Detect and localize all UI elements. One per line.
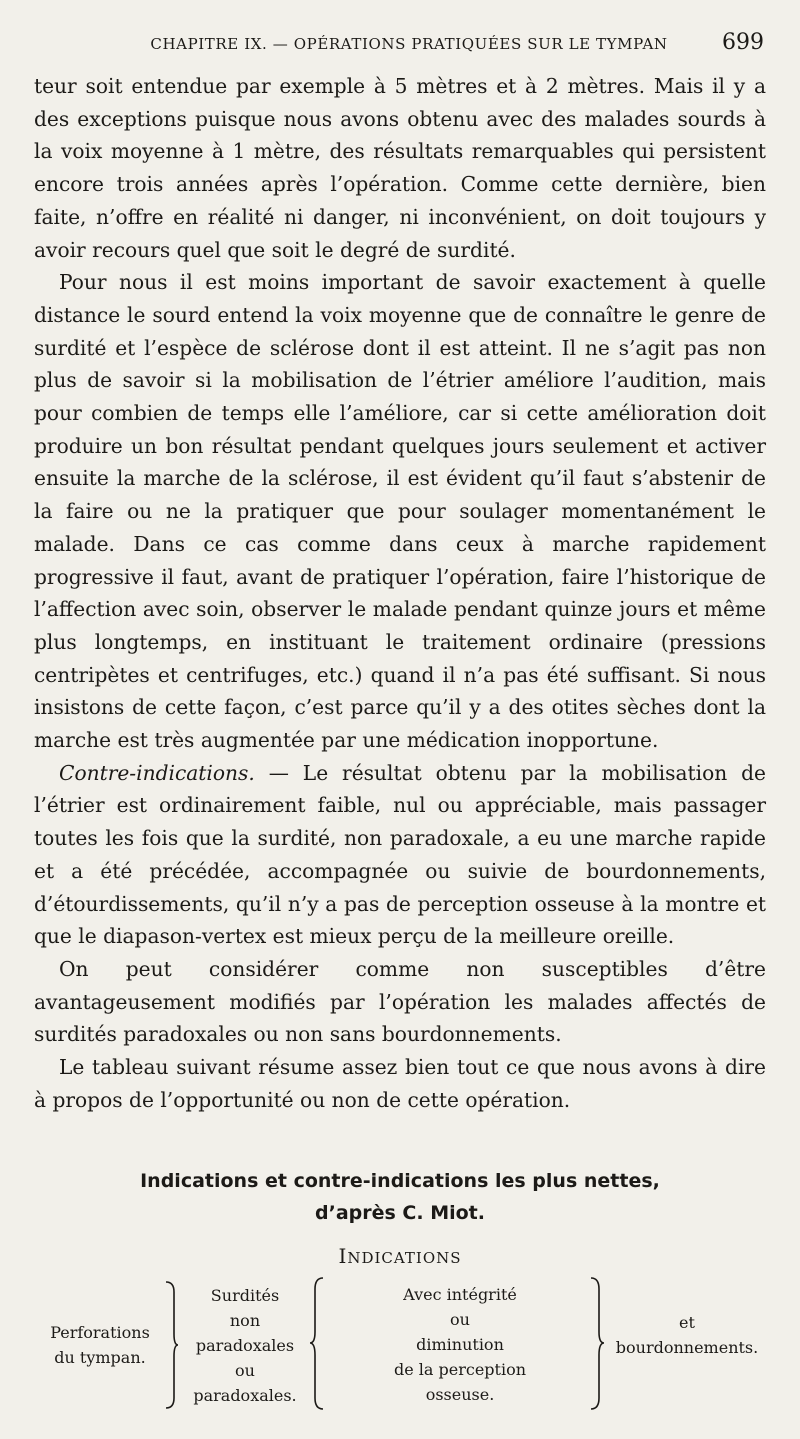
page-number: 699 — [722, 30, 764, 55]
paragraph-2: Pour nous il est moins important de savoir exactement à quelle distance le sourd entend la voix moyenne que de connaître le genre de surdité et l’espèce de sclérose dont il est atteint. Il ne s’agit pas non plus de savoir si la mobilisation de l’étrier améliore l’audition, mais pour combien de temps elle l’améliore, car si cette amélioration doit produire un bon résultat pendant quelques jours seulement et activer ensuite la marche de la sclérose, il est évident qu’il faut s’abstenir de la faire ou ne la pratiquer que pour soulager momentanément le malade. Dans ce cas comme dans ceux à marche rapidement progressive il faut, avant de pratiquer l’opération, faire l’historique de l’affection avec soin, observer le malade pendant quinze jours et même plus longtemps, en instituant le traitement ordinaire (pressions centripètes et centrifuges, etc.) quand il n’a pas été suffisant. Si nous insistons de cette façon, c’est parce qu’il y a des otites sèches dont la marche est très augmentée par une médication inopportune. — [34, 270, 766, 753]
col3-line: Avec intégrité — [403, 1285, 517, 1304]
table-col-perforations — [36, 1320, 164, 1370]
table-title-line-1: Indications et contre-indications les plus nettes, — [140, 1170, 660, 1192]
col3-line: de la perception — [393, 1360, 527, 1379]
col3-line: diminution — [416, 1335, 504, 1354]
col2-line: non — [229, 1311, 261, 1330]
col1-line: du tympan. — [54, 1348, 146, 1367]
table-title-line-2: d’après C. Miot. — [315, 1202, 485, 1224]
body-text — [34, 70, 766, 1117]
table-col-bourdonnements — [604, 1310, 770, 1360]
left-brace-icon — [162, 1280, 180, 1410]
running-head-title — [36, 35, 722, 53]
col3-line: osseuse. — [425, 1385, 495, 1404]
indications-heading — [0, 1244, 800, 1268]
col2-line: paradoxales — [195, 1336, 295, 1355]
table-title — [34, 1165, 766, 1229]
paragraph-5: Le tableau suivant résume assez bien tout ce que nous avons à dire à propos de l’opportunité ou non de cette opération. — [34, 1055, 766, 1112]
table-col-integrite — [372, 1282, 548, 1407]
col2-line: Surdités — [210, 1286, 280, 1305]
running-head — [36, 30, 764, 64]
table-col-surdites — [180, 1283, 310, 1408]
col4-line: bourdonnements. — [615, 1338, 759, 1357]
left-brace-icon — [308, 1276, 326, 1411]
chapter-title: OPÉRATIONS PRATIQUÉES SUR LE TYMPAN — [293, 35, 668, 53]
paragraph-4: On peut considérer comme non susceptibles d’être avantageusement modifiés par l’opération les malades affectés de surdités paradoxales ou non sans bourdonnements. — [34, 956, 766, 1047]
col2-line: ou — [235, 1361, 255, 1380]
contra-indications-lead: Contre-indications. — [59, 760, 255, 785]
col1-line: Perforations — [50, 1323, 150, 1342]
col3-line: ou — [450, 1310, 470, 1329]
paragraph-3 — [34, 757, 766, 953]
header-dash: — — [272, 35, 289, 53]
chapter-label: CHAPITRE IX. — [150, 35, 268, 53]
col2-line: paradoxales. — [193, 1386, 297, 1405]
indications-heading-rest: NDICATIONS — [347, 1249, 462, 1267]
indications-heading-initial: I — [338, 1244, 348, 1268]
paragraph-1: teur soit entendue par exemple à 5 mètres et à 2 mètres. Mais il y a des exceptions puisque nous avons obtenu avec des malades sourds à la voix moyenne à 1 mètre, des résultats remarquables qui persistent encore trois années après l’opération. Comme cette dernière, bien faite, n’offre en réalité ni danger, ni inconvénient, on doit toujours y avoir recours quel que soit le degré de surdité. — [34, 74, 766, 262]
col4-line: et — [679, 1313, 695, 1332]
paragraph-3-text: — Le résultat obtenu par la mobilisation de l’étrier est ordinairement faible, nul ou appréciable, mais passager toutes les fois que la surdité, non paradoxale, a eu une marche rapide et a été précédée, accompagnée ou suivie de bourdonnements, d’étourdissements, qu’il n’y a pas de perception osseuse à la montre et que le diapason-vertex est mieux perçu de la meilleure oreille. — [34, 760, 766, 949]
